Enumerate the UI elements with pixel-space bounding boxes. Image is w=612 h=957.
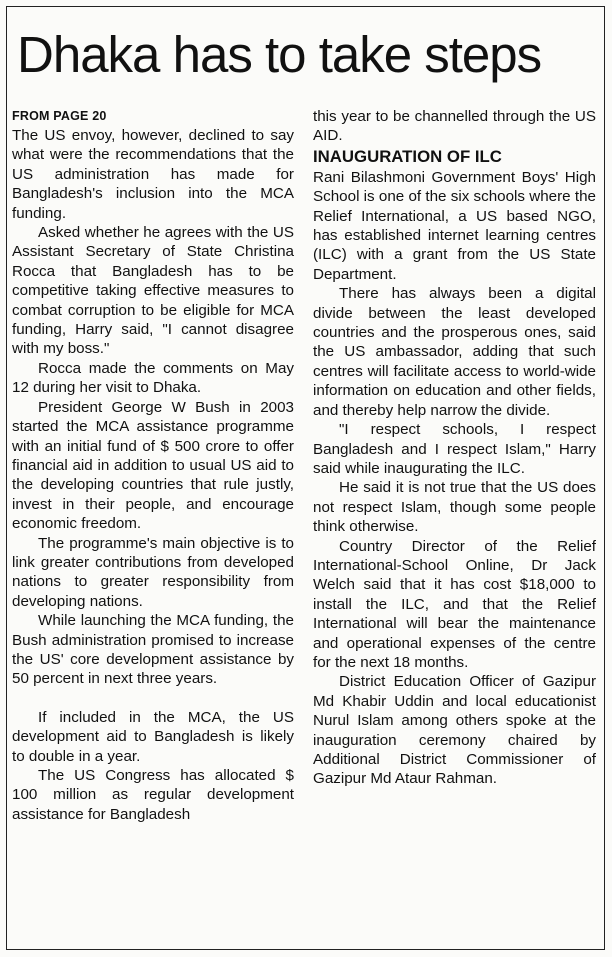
- paragraph: The US envoy, however, declined to say what were the recommendations that the US administration has made for Bangladesh's inclusion into the MCA funding.: [12, 127, 294, 222]
- paragraph: There has always been a digital divide between the least developed countries and the prosperous ones, said the US ambassador, adding that such centres will facilitate access to world-wide information on education and other fields, and thereby help narrow the divide.: [313, 285, 596, 419]
- paragraph: If included in the MCA, the US development aid to Bangladesh is likely to double in a year.: [12, 708, 294, 765]
- paragraph: this year to be channelled through the US AID.: [313, 108, 596, 145]
- article-column-right: [313, 107, 596, 789]
- paragraph: Rani Bilashmoni Government Boys' High School is one of the six schools where the Relief International, a US based NGO, has established internet learning centres (ILC) with a grant from the US State Department.: [313, 168, 596, 283]
- continuation-kicker: FROM PAGE 20: [12, 109, 107, 123]
- paragraph: Asked whether he agrees with the US Assistant Secretary of State Christina Rocca that Bangladesh has to be competitive taking effective measures to combat corruption to be eligible for MCA funding, Harry said, "I cannot disagree with my boss.": [12, 224, 294, 358]
- paragraph: While launching the MCA funding, the Bush administration promised to increase the US' core development assistance by 50 percent in next three years.: [12, 612, 294, 688]
- paragraph: He said it is not true that the US does not respect Islam, though some people think otherwise.: [313, 479, 596, 536]
- paragraph: District Education Officer of Gazipur Md Khabir Uddin and local educationist Nurul Islam among others spoke at the inauguration ceremony chaired by Additional District Commissioner of Gazipur Md Ataur Rahman.: [313, 673, 596, 788]
- headline: Dhaka has to take steps: [17, 26, 542, 83]
- article-column-left: [12, 107, 294, 824]
- paragraph: President George W Bush in 2003 started the MCA assistance programme with an initial fund of $ 500 crore to offer financial aid in addition to usual US aid to the developing countries that rule justly, invest in their people, and encourage economic freedom.: [12, 398, 294, 533]
- section-subhead: INAUGURATION OF ILC: [313, 146, 502, 166]
- paragraph: "I respect schools, I respect Bangladesh and I respect Islam," Harry said while inaugurating the ILC.: [313, 421, 596, 477]
- paragraph: The programme's main objective is to link greater contributions from developed nations to greater responsibility from developing nations.: [12, 534, 294, 610]
- paragraph: The US Congress has allocated $ 100 million as regular development assistance for Bangladesh: [12, 767, 294, 823]
- paragraph: Country Director of the Relief International-School Online, Dr Jack Welch said that it has cost $18,000 to install the ILC, and that the Relief International will bear the maintenance and operational expenses of the centre for the next 18 months.: [313, 537, 596, 671]
- paragraph: Rocca made the comments on May 12 during her visit to Dhaka.: [12, 359, 294, 397]
